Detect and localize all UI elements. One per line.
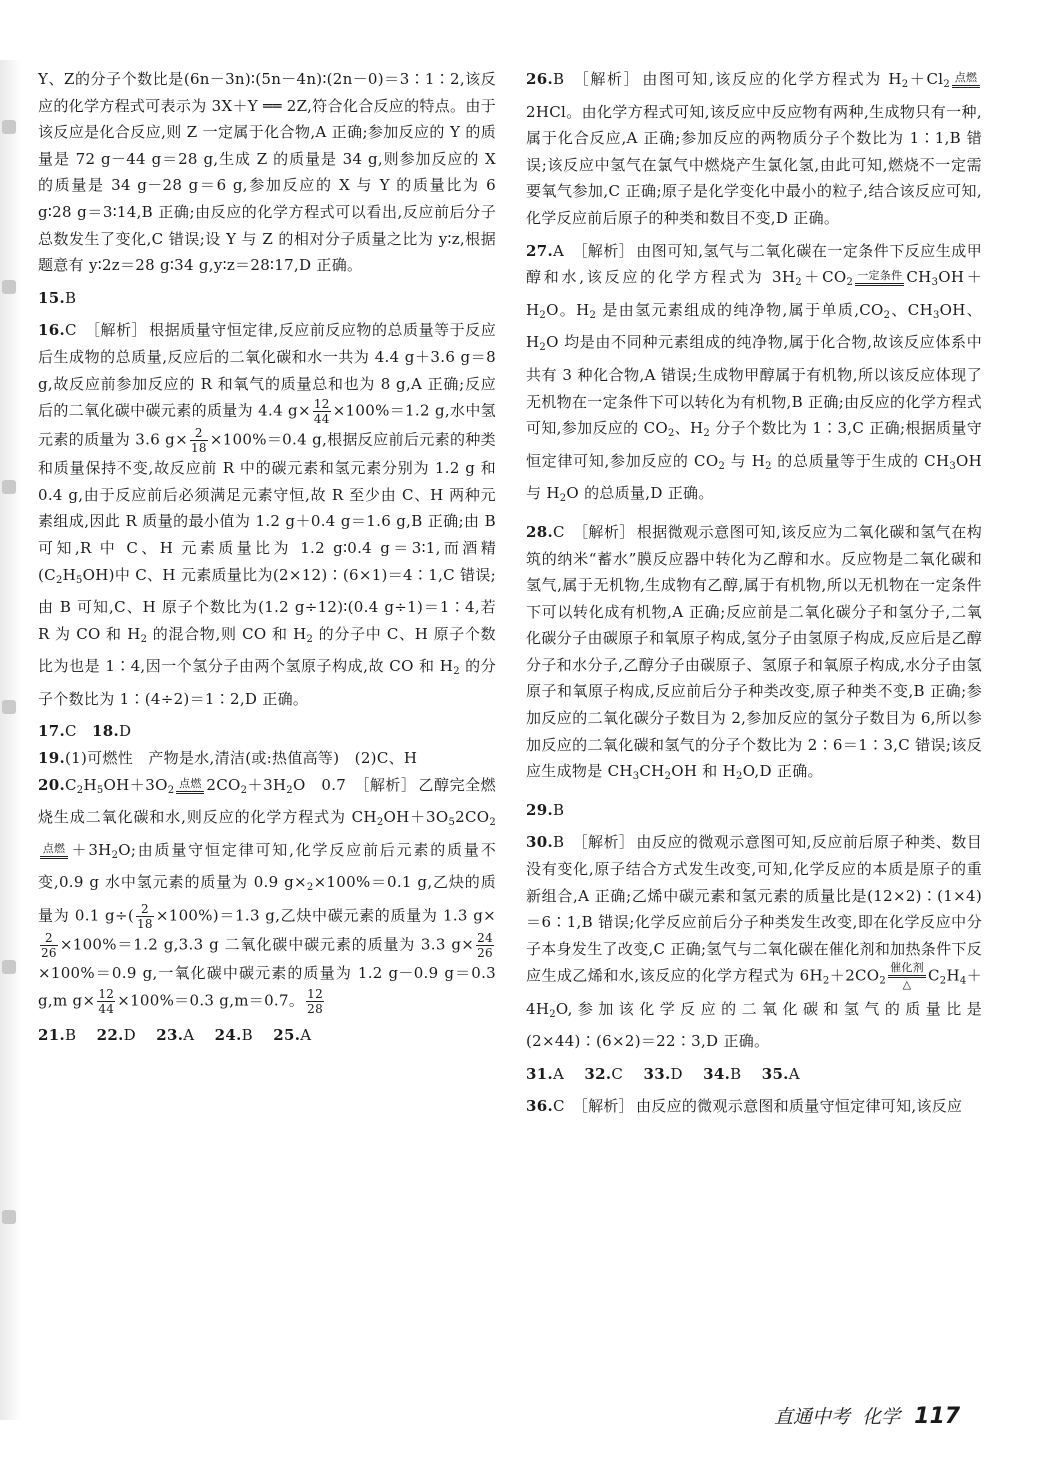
analysis-tag: ［解析］: [572, 833, 635, 852]
explanation-text: ×100%＝1.2 g,3.3 g 二氧化碳中碳元素的质量为 3.3 g×: [59, 935, 475, 954]
analysis-tag: ［解析］: [572, 522, 635, 541]
subscript: 2: [539, 309, 547, 321]
question-number: 31.: [526, 1064, 553, 1083]
subscript: 5: [76, 574, 83, 586]
explanation-text: 由反应的微观示意图可知,反应前后原子种类、数目没有变化,原子结合方式发生改变,可知,化学反应的本质是原子的重新组合,A 正确;乙烯中碳元素和氢元素的质量比是(12×2)∶(1×4)＝6∶1,B 错误;化学反应前后分子种类发生改变,即在化学反应中分子本身发生了改变,C 正确;氢气与二氧化碳在催化剂和加热条件下反应生成乙烯和水,该反应的化学方程式为 6H: [526, 833, 983, 985]
answer-30: [526, 829, 982, 1054]
reaction-arrow: [855, 270, 904, 286]
fraction-numerator: 2: [40, 931, 58, 946]
formula-text: O;由质量守恒定律可知,化学反应前后元素的质量不变,0.9 g 水中氢元素的质量为 0.9 g×: [38, 840, 497, 892]
reaction-arrow: [40, 843, 68, 859]
fraction-numerator: 12: [307, 986, 324, 1001]
fraction-denominator: 26: [477, 946, 493, 961]
analysis-tag: ［解析］: [84, 321, 148, 340]
fraction-denominator: 18: [136, 917, 153, 932]
formula-text: H: [946, 966, 960, 985]
gutter-mark: [2, 280, 16, 294]
fraction: [97, 987, 115, 1016]
explanation-text: O 均是由不同种元素组成的纯净物,属于化合物,故该反应体系中共有 3 种化合物,A 错误;生成物甲醇属于有机物,所以该反应体现了无机物在一定条件下可以转化为有机物,B 正确;由反应的化学方程式可知,参加反应的 CO: [526, 333, 982, 438]
reaction-condition: 催化剂: [888, 962, 926, 978]
reaction-condition: 点燃: [40, 843, 68, 859]
answer-26: [526, 66, 982, 232]
page-number: 117: [914, 1404, 961, 1429]
formula-text: C: [927, 966, 940, 985]
explanation-text: 是由氢元素组成的纯净物,属于单质,CO: [596, 300, 884, 319]
question-number: 24.: [214, 1025, 242, 1044]
explanation-text: ×100%)＝1.3 g,乙炔中碳元素的质量为 1.3 g×: [155, 906, 496, 925]
answer-21-25: [38, 1022, 496, 1049]
answer-text: O 0.7: [292, 775, 347, 794]
subscript: 2: [883, 309, 891, 321]
fraction-numerator: 12: [313, 397, 330, 412]
subscript: 2: [943, 79, 950, 90]
subscript: 5: [96, 784, 104, 796]
explanation-text: OH 和 H: [671, 762, 737, 781]
question-number: 26.: [526, 70, 553, 88]
explanation-text: 由图可知,氢气与二氧化碳在一定条件下反应生成甲醇和水,该反应的化学方程式为 3H: [526, 241, 982, 287]
subscript: 2: [306, 633, 314, 645]
answer-choice: D: [119, 722, 132, 741]
answer-choice: A: [183, 1025, 195, 1044]
subscript: 2: [240, 784, 248, 796]
question-number: 15.: [38, 288, 65, 307]
answer-choice: B: [65, 288, 77, 307]
answer-continuation: [38, 66, 496, 279]
question-number: 17.: [38, 722, 65, 741]
explanation-text: 由图可知,该反应的化学方程式为 H: [642, 70, 902, 88]
subscript: 2: [167, 784, 175, 796]
formula-text: ＋2CO: [829, 966, 880, 985]
explanation-text: 2HCl。由化学方程式可知,该反应中反应物有两种,生成物只有一种,属于化合反应,A 正确;参加反应的两物质分子个数比为 1∶1,B 错误;该反应中氢气在氯气中燃烧产生氯化氢,由此可知,燃烧不一定需要氧气参加,C 正确;原子是化学变化中最小的粒子,结合该反应可知,化学反应前后原子的种类和数目不变,D 正确。: [526, 102, 982, 227]
answer-choice: A: [300, 1025, 312, 1044]
answer-choice: B: [553, 800, 565, 819]
gutter-mark: [2, 120, 16, 134]
answer-28: [526, 519, 982, 791]
subscript: 5: [448, 817, 456, 829]
explanation-text: OH、H: [526, 300, 982, 352]
answer-16: [38, 317, 496, 712]
subscript: 2: [549, 1008, 556, 1020]
formula-text: OH＋H: [526, 268, 982, 319]
answer-choice: D: [670, 1064, 683, 1083]
subscript: 3: [632, 771, 640, 783]
subscript: 2: [376, 817, 384, 829]
formula-text: ＋CO: [801, 268, 847, 287]
answer-choice: A: [788, 1064, 800, 1083]
explanation-text: 的分子中 C、H 原子个数比为也是 1∶4,因一个氢分子由两个氢原子构成,故 CO 和 H: [38, 624, 496, 676]
subscript: 2: [489, 817, 496, 829]
fraction: [313, 397, 331, 426]
subscript: 3: [932, 309, 940, 321]
answer-36: [526, 1093, 982, 1120]
explanation-text: ×100%＝0.3 g,m＝0.7。: [117, 991, 305, 1010]
answer-choice: B: [65, 1025, 77, 1044]
subject-label: 化学: [862, 1406, 901, 1428]
explanation-text: 的总质量等于生成的 CH: [771, 451, 950, 470]
formula-text: 2CO: [206, 775, 241, 794]
fraction-numerator: 24: [477, 931, 493, 946]
subscript: 4: [959, 975, 967, 987]
question-number: 28.: [526, 522, 553, 541]
subscript: 2: [765, 460, 772, 472]
analysis-tag: ［解析］: [354, 775, 417, 794]
subscript: 2: [846, 277, 854, 289]
subscript: 3: [931, 277, 939, 289]
answer-choice: B: [553, 70, 565, 88]
answer-choice: C: [553, 1097, 565, 1116]
question-number: 34.: [703, 1064, 731, 1083]
book-title: 直通中考: [774, 1406, 851, 1428]
question-number: 23.: [156, 1025, 184, 1044]
question-number: 16.: [38, 321, 65, 340]
question-number: 36.: [526, 1097, 553, 1116]
formula-text: ＋3H: [70, 840, 112, 859]
answer-text: (1)可燃性 产物是水,清洁(或:热值高等) (2)C、H: [65, 749, 418, 768]
formula-text: ＋4H: [526, 966, 982, 1018]
gutter-mark: [2, 1210, 16, 1224]
subscript: 2: [453, 666, 460, 678]
subscript: 2: [55, 574, 63, 586]
explanation-text: Y、Z的分子个数比是(6n－3n)∶(5n－4n)∶(2n－0)＝3∶1∶2,该反应的化学方程式可表示为 3X＋Y ══ 2Z,符合化合反应的特点。由于该反应是化合反应,则 Z 一定属于化合物,A 正确;参加反应的 Y 的质量是 72 g－44 g＝28 g,生成 Z 的质量是 34 g,则参加反应的 X 的质量是 34 g－28 g＝6 g,参加反应的 X 与 Y 的质量比为 6 g∶28 g＝3∶14,B 正确;由反应的化学方程式可以看出,反应前后分子总数发生了变化,C 错误;设 Y 与 Z 的相对分子质量之比为 y∶z,根据题意有 y∶2z＝28 g∶34 g,y∶z＝28∶17,D 正确。: [38, 70, 496, 275]
reaction-condition: 点燃: [952, 72, 980, 88]
answer-choice: A: [553, 241, 565, 260]
binding-gutter: [0, 60, 22, 1420]
left-column: [38, 66, 496, 1048]
question-number: 25.: [273, 1025, 301, 1044]
analysis-tag: ［解析］: [572, 1097, 634, 1116]
fraction-denominator: 18: [190, 441, 207, 456]
explanation-text: ×100%＝0.9 g,一氧化碳中碳元素的质量为 1.2 g－0.9 g＝0.3 g,m g×: [38, 964, 496, 1010]
explanation-text: ×100%＝0.4 g,根据反应前后元素的种类和质量保持不变,故反应前 R 中的碳元素和氢元素分别为 1.2 g 和 0.4 g,由于反应前后必须满足元素守恒,故 R 至少由 C、H 两种元素组成,因此 R 质量的最小值为 1.2 g＋0.4 g＝1.6 g,B 正确;由 B 可知,R 中 C、H 元素质量比为 1.2 g∶0.4 g＝3∶1,而酒精(C: [38, 430, 496, 584]
explanation-text: ×100%＝1.2 g,水中氢元素的质量为 3.6 g×: [38, 401, 496, 449]
answer-choice: B: [553, 833, 565, 852]
reaction-arrow: [952, 72, 980, 88]
gutter-mark: [2, 960, 16, 974]
explanation-text: OH 与 H: [526, 451, 982, 503]
subscript: 2: [111, 849, 119, 861]
answer-31-35: [526, 1061, 982, 1088]
answer-choice: D: [123, 1025, 136, 1044]
subscript: 2: [795, 277, 802, 289]
analysis-tag: ［解析］: [572, 241, 635, 260]
answer-choice: C: [65, 722, 77, 741]
answer-choice: B: [241, 1025, 253, 1044]
fraction-numerator: 2: [190, 426, 208, 441]
explanation-text: O,D 正确。: [742, 762, 823, 781]
explanation-text: 根据质量守恒定律,反应前反应物的总质量等于反应后生成物的总质量,反应后的二氧化碳和水一共为 4.4 g＋3.6 g＝8 g,故反应前参加反应的 R 和氧气的质量总和也为 8 g,A 正确;反应后的二氧化碳中碳元素的质量为 4.4 g×: [38, 321, 497, 420]
subscript: 2: [140, 633, 148, 645]
subscript: 2: [664, 771, 672, 783]
explanation-text: 根据微观示意图可知,该反应为二氧化碳和氢气在构筑的纳米“蓄水”膜反应器中转化为乙醇和水。反应物是二氧化碳和氢气,属于无机物,生成物有乙醇,属于有机物,所以无机物在一定条件下可以转化成有机物,A 正确;反应前是二氧化碳分子和氢分子,二氧化碳分子由碳原子和氧原子构成,氢分子由氢原子构成,反应后是乙醇分子和水分子,乙醇分子由碳原子、氢原子和氧原子构成,水分子由氢原子和氧原子构成,反应前后分子种类改变,原子种类不变,B 正确;参加反应的二氧化碳分子数目为 2,参加反应的氢分子数目为 6,所以参加反应的二氧化碳和氢气的分子个数比为 2∶6＝1∶3,C 错误;该反应生成物是 CH: [526, 522, 983, 781]
answer-27: [526, 238, 982, 513]
fraction: [306, 987, 324, 1016]
page-footer: [774, 1402, 960, 1429]
question-number: 22.: [96, 1025, 124, 1044]
subscript: 2: [539, 342, 547, 354]
formula-text: OH＋3O: [103, 775, 168, 794]
formula-text: 2CO: [455, 808, 490, 827]
subscript: 2: [286, 784, 293, 796]
explanation-text: 乙醇完全燃烧生成二氧化碳和水,则反应的化学方程式为 C: [38, 775, 496, 827]
answer-choice: A: [553, 1064, 565, 1083]
question-number: 20.: [38, 775, 65, 794]
answer-29: [526, 797, 982, 824]
reaction-arrow: [888, 962, 926, 991]
reaction-condition: 点燃: [176, 778, 204, 794]
answer-choice: C: [611, 1064, 624, 1083]
subscript: 2: [76, 784, 84, 796]
subscript: 2: [306, 882, 314, 894]
formula-text: O。H: [546, 300, 590, 319]
explanation-text: 的混合物,则 CO 和 H: [147, 624, 307, 643]
explanation-text: 由反应的微观示意图和质量守恒定律可知,该反应: [635, 1097, 963, 1116]
subscript: 2: [879, 975, 887, 987]
formula-text: OH＋3O: [383, 808, 449, 827]
fraction: [136, 902, 154, 931]
fraction: [190, 426, 208, 455]
question-number: 35.: [761, 1064, 789, 1083]
answer-17-18: [38, 718, 496, 745]
gutter-mark: [2, 480, 16, 494]
fraction: [476, 931, 494, 960]
subscript: 2: [589, 309, 597, 321]
explanation-text: 、H: [674, 419, 704, 438]
answer-choice: C: [65, 321, 77, 340]
subscript: 2: [939, 975, 947, 987]
subscript: 2: [667, 428, 675, 440]
reaction-condition: 一定条件: [855, 270, 904, 286]
heat-symbol: △: [902, 978, 912, 992]
question-number: 30.: [526, 833, 553, 852]
formula-text: ＋Cl: [908, 70, 944, 88]
explanation-text: O,参加该化学反应的二氧化碳和氢气的质量比是(2×44)∶(6×2)＝22∶3,D 正确。: [526, 999, 982, 1051]
answer-15: [38, 285, 496, 312]
subscript: 2: [718, 460, 726, 472]
explanation-text: CH: [639, 762, 665, 781]
answer-20: [38, 772, 496, 1016]
question-number: 19.: [38, 749, 65, 768]
explanation-text: O 的总质量,D 正确。: [566, 484, 714, 503]
fraction: [40, 931, 58, 960]
answer-choice: C: [553, 522, 565, 541]
answer-19: [38, 745, 496, 772]
explanation-text: ×100%＝0.1 g,乙炔的质量为 0.1 g÷(: [38, 873, 496, 925]
question-number: 21.: [38, 1025, 65, 1044]
subscript: 2: [901, 79, 909, 90]
question-number: 32.: [584, 1064, 612, 1083]
explanation-text: 与 H: [725, 451, 766, 470]
right-column: [526, 66, 982, 1120]
formula-text: ＋3H: [247, 775, 287, 794]
gutter-mark: [2, 700, 16, 714]
formula-text: H: [83, 775, 97, 794]
subscript: 2: [559, 493, 567, 505]
explanation-text: H: [62, 565, 76, 584]
question-number: 27.: [526, 241, 553, 260]
analysis-tag: ［解析］: [572, 70, 641, 88]
explanation-text: 分子个数比为 1∶3,C 正确;根据质量守恒定律可知,参加反应的 CO: [526, 419, 982, 470]
formula-text: CH: [906, 268, 932, 287]
fraction-numerator: 2: [136, 902, 154, 917]
subscript: 2: [703, 428, 711, 440]
explanation-text: OH)中 C、H 元素质量比为(2×12)∶(6×1)＝4∶1,C 错误;由 B 可知,C、H 原子个数比为(1.2 g÷12)∶(0.4 g÷1)＝1∶4,若 R 为 CO 和 H: [38, 565, 496, 643]
formula-text: H: [363, 808, 377, 827]
subscript: 3: [949, 460, 957, 472]
question-number: 29.: [526, 800, 553, 819]
subscript: 2: [736, 771, 743, 783]
question-number: 18.: [92, 722, 119, 741]
fraction-denominator: 28: [307, 1001, 324, 1016]
formula-text: C: [65, 775, 77, 794]
fraction-denominator: 44: [313, 412, 330, 427]
fraction-denominator: 26: [41, 946, 57, 961]
fraction-denominator: 44: [98, 1001, 115, 1016]
answer-choice: B: [730, 1064, 742, 1083]
reaction-arrow: [176, 778, 204, 794]
explanation-text: 的分子个数比为 1∶(4÷2)＝1∶2,D 正确。: [38, 657, 497, 708]
fraction-numerator: 12: [98, 986, 115, 1001]
subscript: 2: [822, 975, 830, 987]
explanation-text: 、CH: [890, 300, 933, 319]
question-number: 33.: [643, 1064, 671, 1083]
